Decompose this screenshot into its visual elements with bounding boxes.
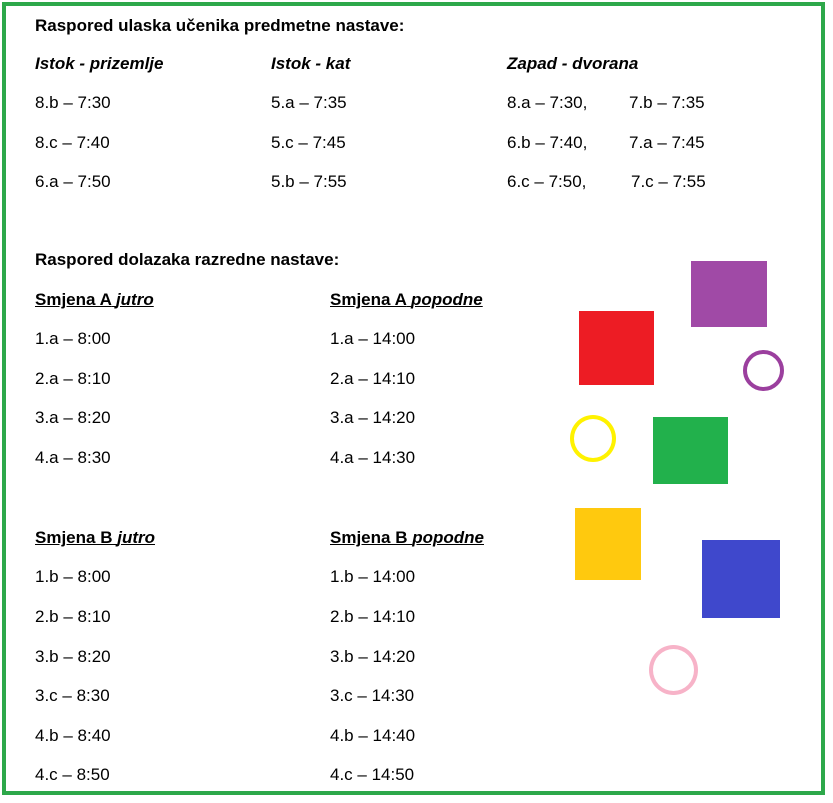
column-heading-west-hall: Zapad - dvorana	[507, 54, 639, 73]
schedule-entry: 8.c – 7:40	[35, 133, 110, 152]
schedule-entry: 1.b – 14:00	[330, 567, 416, 586]
schedule-entry: 5.a – 7:35	[271, 93, 347, 112]
schedule-entry: 8.b – 7:30	[35, 93, 111, 112]
page-border	[2, 2, 825, 795]
schedule-entry: 1.b – 8:00	[35, 567, 111, 586]
schedule-entry: 2.b – 8:10	[35, 607, 111, 626]
schedule-entry: 2.a – 14:10	[330, 369, 416, 388]
green-square-decoration	[653, 417, 728, 484]
schedule-entry: 4.c – 14:50	[330, 765, 415, 784]
schedule-entry: 7.a – 7:45	[629, 133, 705, 152]
schedule-entry: 4.b – 14:40	[330, 726, 416, 745]
schedule-entry: 7.c – 7:55	[631, 172, 706, 191]
yellow-square-decoration	[575, 508, 641, 580]
schedule-entry: 4.a – 8:30	[35, 448, 111, 467]
schedule-entry: 4.a – 14:30	[330, 448, 416, 467]
schedule-entry: 6.a – 7:50	[35, 172, 111, 191]
section-title-class-teaching: Raspored dolazaka razredne nastave:	[35, 250, 340, 269]
schedule-entry: 5.c – 7:45	[271, 133, 346, 152]
schedule-entry: 3.c – 14:30	[330, 686, 415, 705]
schedule-entry: 6.c – 7:50,	[507, 172, 587, 191]
shift-b-afternoon-heading: Smjena B popodne	[330, 528, 484, 547]
schedule-entry: 5.b – 7:55	[271, 172, 347, 191]
schedule-entry: 4.b – 8:40	[35, 726, 111, 745]
schedule-entry: 8.a – 7:30,	[507, 93, 588, 112]
schedule-entry: 3.b – 8:20	[35, 647, 111, 666]
section-title-subject-teaching: Raspored ulaska učenika predmetne nastave:	[35, 16, 405, 35]
schedule-entry: 7.b – 7:35	[629, 93, 705, 112]
shift-a-afternoon-heading: Smjena A popodne	[330, 290, 483, 309]
blue-square-decoration	[702, 540, 780, 618]
schedule-entry: 2.b – 14:10	[330, 607, 416, 626]
purple-ring-decoration	[743, 350, 784, 391]
red-square-decoration	[579, 311, 654, 385]
shift-b-morning-heading: Smjena B jutro	[35, 528, 155, 547]
column-heading-east-floor: Istok - kat	[271, 54, 351, 73]
yellow-ring-decoration	[570, 415, 616, 462]
column-heading-east-ground: Istok - prizemlje	[35, 54, 164, 73]
purple-square-decoration	[691, 261, 767, 327]
schedule-entry: 3.a – 14:20	[330, 408, 416, 427]
schedule-entry: 4.c – 8:50	[35, 765, 110, 784]
schedule-entry: 3.a – 8:20	[35, 408, 111, 427]
schedule-entry: 1.a – 8:00	[35, 329, 111, 348]
schedule-entry: 3.c – 8:30	[35, 686, 110, 705]
pink-ring-decoration	[649, 645, 698, 695]
schedule-entry: 2.a – 8:10	[35, 369, 111, 388]
schedule-entry: 6.b – 7:40,	[507, 133, 588, 152]
schedule-entry: 1.a – 14:00	[330, 329, 416, 348]
shift-a-morning-heading: Smjena A jutro	[35, 290, 154, 309]
schedule-entry: 3.b – 14:20	[330, 647, 416, 666]
